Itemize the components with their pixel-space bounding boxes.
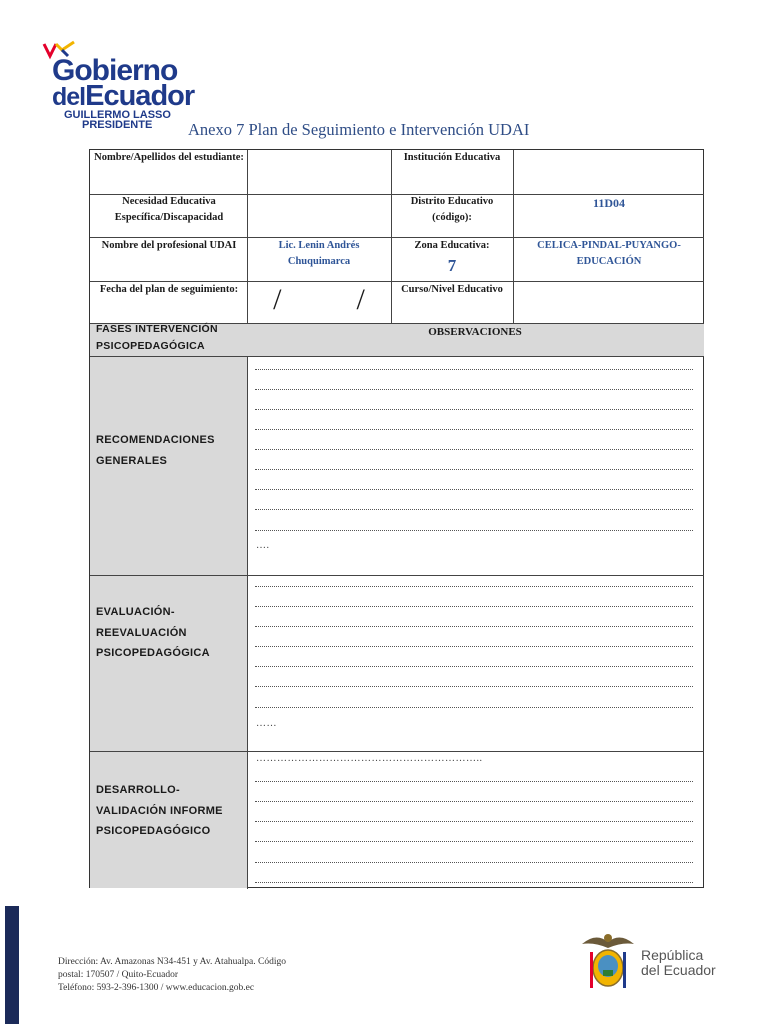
- footer-address: [58, 956, 286, 995]
- phase-evaluation: EVALUACIÓN- REEVALUACIÓN PSICOPEDAGÓGICA: [96, 606, 210, 659]
- zone-value: 7: [447, 256, 457, 275]
- observation-head: ………………………………………………………..: [256, 753, 483, 764]
- observation-line: [255, 408, 693, 410]
- col-divider: [391, 150, 392, 323]
- observation-line: [255, 881, 693, 883]
- emblem-line: del Ecuador: [641, 962, 716, 978]
- observation-line: [255, 780, 693, 782]
- observation-tail: ….: [256, 540, 270, 551]
- observation-line: [255, 840, 693, 842]
- district-label: Distrito Educativo (código):: [410, 196, 494, 223]
- institution-label: Institución Educativa: [403, 152, 501, 163]
- document-title: Anexo 7 Plan de Seguimiento e Intervención UDAI: [188, 120, 530, 139]
- observation-line: [255, 488, 693, 490]
- date-separators: / /: [273, 283, 365, 316]
- emblem-line: República: [641, 947, 704, 963]
- footer-line: Dirección: Av. Amazonas N34-451 y Av. Atahualpa. Código: [58, 957, 286, 967]
- gobierno-logo: [42, 40, 195, 132]
- zone-name: CELICA-PINDAL-PUYANGO-EDUCACIÓN: [537, 240, 681, 267]
- observation-line: [255, 685, 693, 687]
- observation-line: [255, 605, 693, 607]
- professional-label: Nombre del profesional UDAI: [101, 240, 237, 251]
- row-divider: [90, 575, 704, 576]
- course-label: Curso/Nivel Educativo: [401, 284, 503, 295]
- observation-line: [255, 645, 693, 647]
- observations-header: OBSERVACIONES: [428, 326, 522, 338]
- footer-line: Teléfono: 593-2-396-1300 / www.educacion.gob.ec: [58, 983, 255, 993]
- observation-line: [255, 820, 693, 822]
- observation-line: [255, 388, 693, 390]
- observation-line: [255, 665, 693, 667]
- logo-del: del: [52, 83, 86, 111]
- observation-line: [255, 468, 693, 470]
- row-divider: [90, 356, 704, 357]
- phases-header: FASES INTERVENCIÓN PSICOPEDAGÓGICA: [96, 323, 218, 352]
- district-value: 11D04: [592, 196, 625, 210]
- observation-line: [255, 428, 693, 430]
- professional-value: Lic. Lenin Andrés Chuquimarca: [278, 240, 360, 267]
- logo-gobierno: Gobierno: [52, 54, 178, 87]
- coat-of-arms-icon: [578, 930, 638, 994]
- observation-line: [255, 448, 693, 450]
- observation-line: [255, 508, 693, 510]
- observation-line: [255, 800, 693, 802]
- observation-line: [255, 861, 693, 863]
- republica-text: [641, 948, 716, 978]
- footer-accent-bar: [5, 906, 19, 1024]
- observation-line: [255, 625, 693, 627]
- date-label: Fecha del plan de seguimiento:: [99, 284, 239, 295]
- zone-label: Zona Educativa:: [414, 240, 490, 251]
- logo-president-title: PRESIDENTE: [82, 119, 153, 131]
- observation-line: [255, 706, 693, 708]
- footer-line: postal: 170507 / Quito-Ecuador: [58, 970, 179, 980]
- col-divider: [247, 150, 248, 323]
- row-divider: [90, 751, 704, 752]
- observation-line: [255, 529, 693, 531]
- logo-del-ecuador: [52, 82, 194, 111]
- observation-tail: ……: [256, 718, 277, 729]
- need-label: Necesidad Educativa Específica/Discapacidad: [114, 196, 224, 223]
- col-divider: [513, 150, 514, 323]
- follow-up-plan-table: [89, 149, 704, 888]
- phase-recommendations: RECOMENDACIONES GENERALES: [96, 434, 215, 467]
- col-divider: [247, 356, 248, 889]
- student-label: Nombre/Apellidos del estudiante:: [94, 152, 244, 163]
- logo-ecuador: Ecuador: [85, 80, 195, 112]
- observation-line: [255, 585, 693, 587]
- logo-president-name: GUILLERMO LASSO: [64, 109, 171, 121]
- phase-development: DESARROLLO- VALIDACIÓN INFORME PSICOPEDAGÓGICO: [96, 784, 223, 837]
- republica-emblem: [578, 930, 728, 994]
- observation-line: [255, 368, 693, 370]
